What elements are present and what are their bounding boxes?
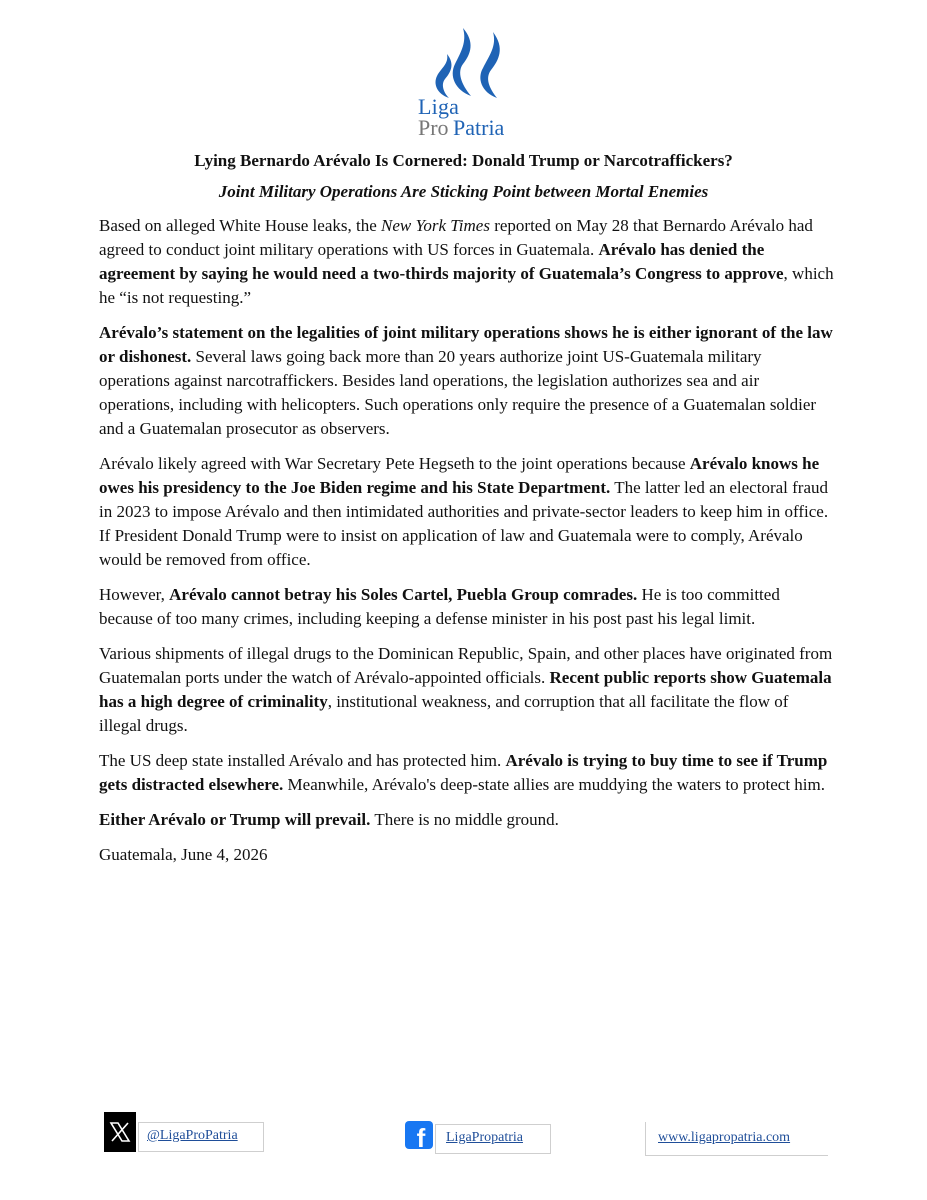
website-link[interactable]: www.ligapropatria.com [645, 1122, 828, 1156]
text-run-bold: Either Arévalo or Trump will prevail. [99, 810, 371, 829]
text-run: The latter led an electoral fraud in 2023 to impose Arévalo and then intimidated authorities and private-sector leaders to keep him in office. If President Donald Trump were to insist on application of law and Guatemala were to comply, Arévalo would be removed from office. [99, 478, 829, 569]
text-run: However, [99, 585, 170, 604]
paragraph-1 [99, 214, 834, 310]
text-run-bold: Arévalo is trying to buy time to see if Trump gets distracted elsewhere. [99, 751, 828, 794]
x-logo-icon[interactable] [104, 1112, 136, 1152]
text-run: reported on May 28 that Bernardo Arévalo had agreed to conduct joint military operations with US forces in Guatemala. [99, 216, 813, 259]
facebook-page-link[interactable]: LigaPropatria [435, 1124, 551, 1154]
logo-text-pro: Pro [418, 115, 449, 140]
text-run-bold: Arévalo’s statement on the legalities of joint military operations shows he is either ignorant of the law or dishonest. [99, 323, 833, 366]
text-run-bold: Arévalo has denied the agreement by saying he would need a two-thirds majority of Guatemala’s Congress to approve [99, 240, 784, 283]
paragraph-7 [99, 808, 834, 832]
paragraph-5 [99, 642, 834, 738]
text-run: The US deep state installed Arévalo and has protected him. [99, 751, 506, 770]
text-run: Arévalo likely agreed with War Secretary Pete Hegseth to the joint operations because [99, 454, 690, 473]
text-run: Meanwhile, Arévalo's deep-state allies are muddying the waters to protect him. [283, 775, 825, 794]
paragraph-6 [99, 749, 834, 797]
text-run: He is too committed because of too many crimes, including keeping a defense minister in his post past his legal limit. [99, 585, 780, 628]
logo-text-patria: Patria [453, 115, 505, 140]
article-title: Lying Bernardo Arévalo Is Cornered: Donald Trump or Narcotraffickers? [194, 151, 733, 170]
text-run: , which he “is not requesting.” [99, 264, 834, 307]
text-run-bold: Recent public reports show Guatemala has a high degree of criminality [99, 668, 832, 711]
paragraph-3 [99, 452, 834, 572]
text-run: Several laws going back more than 20 years authorize joint US-Guatemala military operations against narcotraffickers. Besides land operations, the legislation authorizes sea and air operations, including with helicopters. Such operations only require the presence of a Guatemalan soldier and a Guatemalan prosecutor as observers. [99, 347, 817, 438]
facebook-icon[interactable] [405, 1121, 433, 1149]
paragraph-4 [99, 583, 834, 631]
text-run: Based on alleged White House leaks, the [99, 216, 381, 235]
text-run: Various shipments of illegal drugs to the Dominican Republic, Spain, and other places have originated from Guatemalan ports under the watch of Arévalo-appointed officials. [99, 644, 833, 687]
article-subtitle: Joint Military Operations Are Sticking Point between Mortal Enemies [218, 182, 709, 201]
facebook-glyph: f [416, 1123, 426, 1149]
dateline: Guatemala, June 4, 2026 [99, 845, 268, 864]
flame-icon [405, 24, 525, 102]
paragraph-2 [99, 321, 834, 441]
x-handle-link[interactable]: @LigaProPatria [138, 1122, 264, 1152]
text-run-bold: Arévalo knows he owes his presidency to the Joe Biden regime and his State Department. [99, 454, 820, 497]
text-run-bold: Arévalo cannot betray his Soles Cartel, Puebla Group comrades. [169, 585, 638, 604]
text-run: , institutional weakness, and corruption that all facilitate the flow of illegal drugs. [99, 692, 789, 735]
x-glyph-icon [109, 1121, 131, 1143]
article-body [99, 214, 834, 878]
text-run-italic: New York Times [381, 216, 490, 235]
text-run: There is no middle ground. [370, 810, 559, 829]
logo-text-liga: Liga [418, 94, 460, 119]
liga-pro-patria-logo [405, 24, 525, 144]
